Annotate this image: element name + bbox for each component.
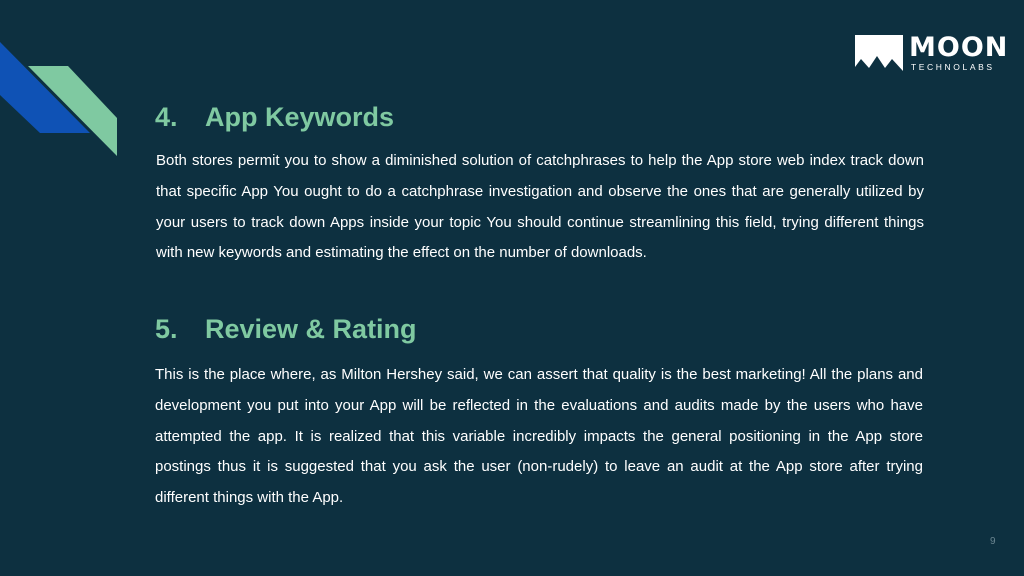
section-body-app-keywords: Both stores permit you to show a diminished solution of catchphrases to help the App store web index track down that specific App You ought to do a catchphrase investigation and observe the ones that are generally utilized by your users to track down Apps inside your topic You should continue streamlining this field, trying different things with new keywords and estimating the effect on the number of downloads. bbox=[156, 152, 924, 262]
page-number: 9 bbox=[990, 536, 996, 547]
section-number: 5. bbox=[155, 314, 178, 344]
corner-decoration bbox=[0, 0, 130, 160]
section-title: App Keywords bbox=[205, 102, 395, 132]
section-title: Review & Rating bbox=[205, 314, 417, 344]
brand-name: MOON bbox=[909, 32, 1009, 63]
section-number: 4. bbox=[155, 102, 178, 132]
section-heading-review-rating bbox=[155, 313, 417, 345]
brand-subtitle: TECHNOLABS bbox=[911, 62, 995, 72]
brand-logo bbox=[855, 34, 1008, 72]
brand-wordmark bbox=[909, 34, 1008, 72]
section-body-review-rating: This is the place where, as Milton Hershey said, we can assert that quality is the best marketing! All the plans and development you put into your App will be reflected in the evaluations and audits made by the users who have attempted the app. It is realized that this variable incredibly impacts the general positioning in the App store postings thus it is suggested that you ask the user (non-rudely) to leave an audit at the App store after trying different things with the App. bbox=[155, 366, 923, 507]
mountain-logo-icon bbox=[855, 35, 903, 71]
section-heading-app-keywords bbox=[155, 101, 394, 133]
